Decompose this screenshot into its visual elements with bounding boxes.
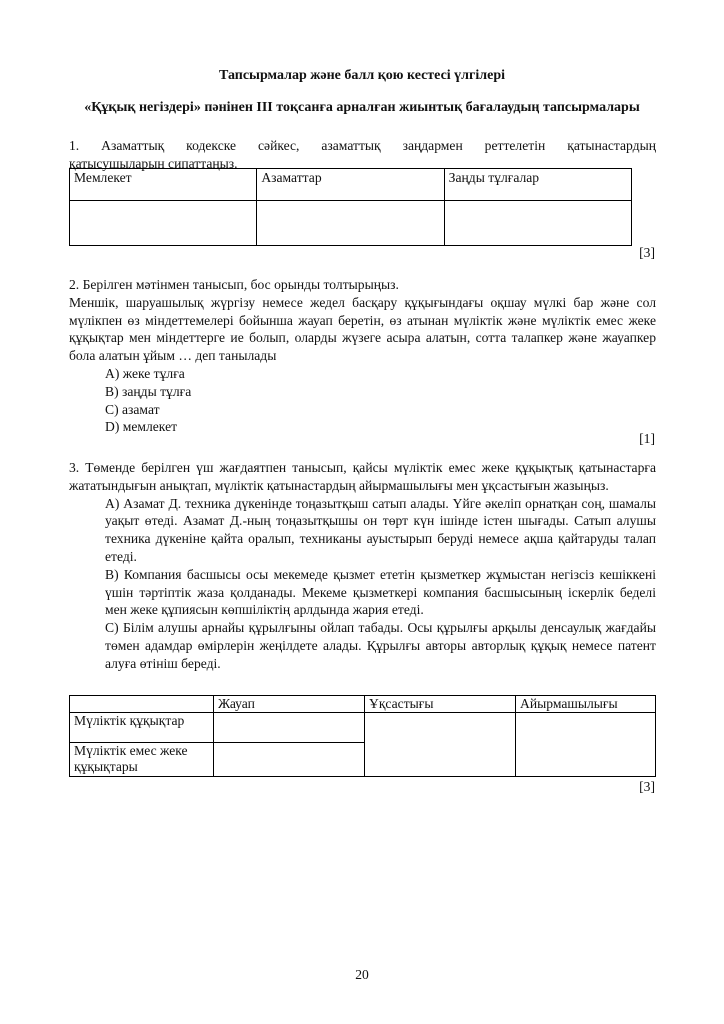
- answer-cell[interactable]: [257, 201, 444, 246]
- question-2-mark: [1]: [639, 431, 655, 446]
- table-header-cell: [70, 696, 214, 713]
- question-2-text: Меншік, шаруашылық жүргізу немесе жедел басқару құқығындағы оқшау мүлкі бар және сол мүлікпен өз міндеттемелері бойынша жауап беретін, өз атынан мүліктік және мүліктік емес жеке құқықтар мен міндеттерге ие болып, оларды жүзеге асыра алатын, сотта талапкер және жауапкер бола алатын ұйым … деп танылады: [69, 294, 656, 364]
- question-3-case-b: B) Компания басшысы осы мекемеде қызмет ететін қызметкер жұмыстан негізсіз кешіккені үшін тәртіптік жаза қолданады. Мекеме қызметкері компания басшысының іскерлік беделі мен жеке құпиясын көпшіліктің арлдында жария етеді.: [105, 566, 656, 618]
- question-1-text-line2: қатысушыларын сипаттаңыз.: [69, 155, 238, 171]
- answer-cell[interactable]: [214, 713, 365, 743]
- table-header-cell: Жауап: [214, 696, 365, 713]
- page-subtitle: «Құқық негіздері» пәнінен ІІІ тоқсанға арналған жиынтық бағалаудың тапсырмалары: [84, 100, 640, 115]
- question-1-text-line1: 1. Азаматтық кодекске сәйкес, азаматтық заңдармен реттелетін қатынастардың: [69, 138, 656, 153]
- question-3-table: [69, 695, 656, 777]
- table-header-cell: Азаматтар: [257, 169, 444, 201]
- table-header-cell: Айырмашылығы: [516, 696, 656, 713]
- question-1-mark: [3]: [639, 245, 655, 260]
- similarity-cell[interactable]: [365, 713, 516, 777]
- answer-cell[interactable]: [444, 201, 631, 246]
- option-a[interactable]: A) жеке тұлға: [105, 365, 185, 381]
- question-2: [69, 276, 656, 436]
- question-3-case-a: A) Азамат Д. техника дүкенінде тоңазытқыш сатып алады. Үйге әкеліп орнатқан соң, шамалы уақыт өтеді. Азамат Д.-ның тоңазытқышы он төрт күн ішінде істен шығады. Сатып алушы техника дүкеніне қайта оралып, техниканы ауыстырып беруді немесе ақша қайтаруды талап етеді.: [105, 495, 656, 564]
- answer-cell[interactable]: [214, 743, 365, 777]
- question-3-case-c: C) Білім алушы арнайы құрылғыны ойлап табады. Осы құрылғы арқылы денсаулық жағдайы төмен адамдар өмірлерін жеңілдете алады. Құрылғы авторы авторлық құқық немесе патент алуға өтініш береді.: [105, 620, 656, 671]
- question-1-table: [69, 168, 632, 246]
- table-header-cell: Ұқсастығы: [365, 696, 516, 713]
- row-label: Мүліктік емес жеке құқықтары: [70, 743, 214, 777]
- table-header-cell: Мемлекет: [70, 169, 257, 201]
- table-header-cell: Заңды тұлғалар: [444, 169, 631, 201]
- row-label: Мүліктік құқықтар: [70, 713, 214, 743]
- difference-cell[interactable]: [516, 713, 656, 777]
- page-title: Тапсырмалар және балл қою кестесі үлгілері: [218, 68, 506, 83]
- question-2-options: [69, 365, 656, 436]
- option-c[interactable]: C) азамат: [105, 401, 160, 417]
- page-number: 20: [355, 967, 369, 982]
- answer-cell[interactable]: [70, 201, 257, 246]
- question-3-intro: 3. Төменде берілген үш жағдаятпен танысып, қайсы мүліктік емес жеке құқықтық қатынастарға жататындығын анықтап, мүліктік қатынастардың айырмашылығы мен ұқсастығын жазыңыз.: [69, 460, 656, 493]
- question-3: [69, 459, 656, 673]
- option-b[interactable]: B) заңды тұлға: [105, 383, 192, 399]
- question-2-intro: 2. Берілген мәтінмен танысып, бос орынды толтырыңыз.: [69, 277, 399, 292]
- option-d[interactable]: D) мемлекет: [105, 419, 178, 435]
- question-3-mark: [3]: [639, 779, 655, 794]
